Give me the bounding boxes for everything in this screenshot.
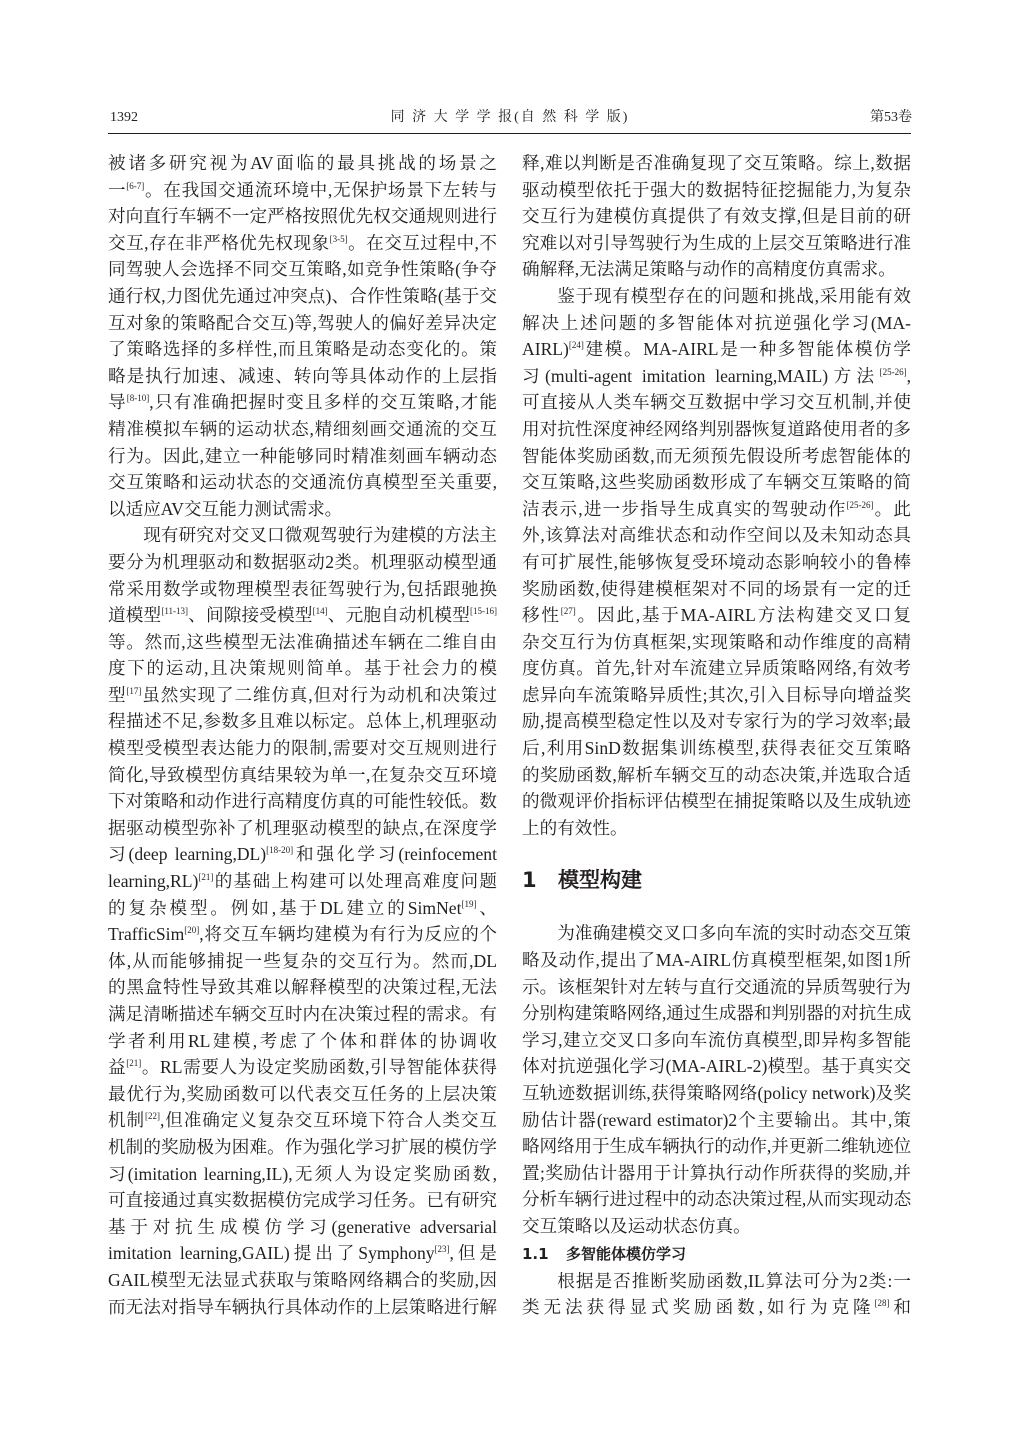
text-line: AIRL)[24]建模。MA-AIRL是一种多智能体模仿学 <box>522 339 911 360</box>
text-line: 略及动作,提出了MA-AIRL仿真模型框架,如图1所 <box>522 950 911 971</box>
text-line: 示。该框架针对左转与直行交通流的异质驾驶行为 <box>522 976 911 997</box>
text-line: 行为。因此,建立一种能够同时精准刻画车辆动态 <box>108 445 497 466</box>
text-line: 习(deep learning,DL)[18-20]和强化学习(reinfocement <box>108 844 497 865</box>
text-line: imitation learning,GAIL)提出了Symphony[23],但是 <box>108 1243 497 1264</box>
citation-ref: [23] <box>434 1244 450 1255</box>
citation-ref: [6-7] <box>126 180 145 191</box>
text-line: 交互策略以及运动状态仿真。 <box>522 1215 751 1236</box>
text-line: 据驱动模型弥补了机理驱动模型的缺点,在深度学 <box>108 817 497 838</box>
text-line: 奖励函数,使得建模框架对不同的场景有一定的迁 <box>522 578 911 599</box>
text-line: 交互策略和运动状态的交通流仿真模型至关重要, <box>108 472 497 493</box>
text-line: 机制[22],但准确定义复杂交互环境下符合人类交互 <box>108 1110 497 1131</box>
text-line: 励估计器(reward estimator)2个主要输出。其中,策 <box>522 1109 911 1130</box>
paragraph <box>108 522 497 1320</box>
right-column <box>522 150 911 1321</box>
citation-ref: [25-26] <box>846 499 874 510</box>
text-line: 对向直行车辆不一定严格按照优先权交通规则进行 <box>108 206 497 227</box>
citation-ref: [20] <box>184 925 200 936</box>
text-line: 洁表示,进一步指导生成真实的驾驶动作[25-26]。此 <box>522 498 911 519</box>
text-line: 模型受模型表达能力的限制,需要对交互规则进行 <box>108 738 497 759</box>
text-line: 等。然而,这些模型无法准确描述车辆在二维自由 <box>108 631 497 652</box>
text-line: 移性[27]。因此,基于MA-AIRL方法构建交叉口复 <box>522 605 911 626</box>
text-line: 简化,导致模型仿真结果较为单一,在复杂交互环境 <box>108 764 497 785</box>
text-line: 基于对抗生成模仿学习(generative adversarial <box>108 1216 497 1237</box>
citation-ref: [24] <box>568 340 584 351</box>
text-line: 体,从而能够捕捉一些复杂的交互行为。然而,DL <box>108 950 497 971</box>
text-line: 一[6-7]。在我国交通流环境中,无保护场景下左转与 <box>108 179 497 200</box>
text-line: 同驾驶人会选择不同交互策略,如竞争性策略(争夺 <box>108 259 497 280</box>
section-number: 1.1 <box>522 1244 549 1263</box>
text-line: 智能体奖励函数,而无须预先假设所考虑智能体的 <box>522 445 911 466</box>
text-line: 精准模拟车辆的运动状态,精细刻画交通流的交互 <box>108 418 497 439</box>
paragraph <box>522 283 911 841</box>
paragraph <box>522 150 911 283</box>
text-line: 可直接通过真实数据模仿完成学习任务。已有研究 <box>108 1190 497 1211</box>
text-line: 互轨迹数据训练,获得策略网络(policy network)及奖 <box>522 1083 911 1103</box>
text-line: 通行权,力图优先通过冲突点)、合作性策略(基于交 <box>108 285 497 306</box>
citation-ref: [11-13] <box>161 606 188 617</box>
header-rule <box>108 133 911 134</box>
text-line: 现有研究对交叉口微观驾驶行为建模的方法主 <box>143 525 497 546</box>
text-line: 道模型[11-13]、间隙接受模型[14]、元胞自动机模型[15-16] <box>108 605 497 626</box>
text-line: 要分为机理驱动和数据驱动2类。机理驱动模型通 <box>108 551 497 572</box>
text-line: 度下的运动,且决策规则简单。基于社会力的模 <box>108 658 497 679</box>
section-number: 1 <box>522 868 537 893</box>
journal-title: 同 济 大 学 学 报(自 然 科 学 版) <box>390 110 630 125</box>
text-line: 交互行为建模仿真提供了有效支撑,但是目前的研 <box>522 206 911 227</box>
section-heading <box>522 841 911 920</box>
text-line: 常采用数学或物理模型表征驾驶行为,包括跟驰换 <box>108 578 497 599</box>
section-title: 多智能体模仿学习 <box>566 1244 687 1263</box>
text-line: 根据是否推断奖励函数,IL算法可分为2类:一 <box>557 1270 911 1291</box>
citation-ref: [21] <box>126 1058 142 1069</box>
citation-ref: [28] <box>874 1298 890 1309</box>
text-line: 习(multi-agent imitation learning,MAIL)方法[25-26], <box>522 365 911 386</box>
text-line: 习(imitation learning,IL),无须人为设定奖励函数, <box>108 1163 497 1184</box>
paragraph <box>522 920 911 1239</box>
text-line: 机制的奖励极为困难。作为强化学习扩展的模仿学 <box>108 1136 497 1157</box>
text-line: 交互,存在非严格优先权现象[3-5]。在交互过程中,不 <box>108 232 497 253</box>
section-title: 模型构建 <box>558 868 642 893</box>
text-line: 型[17]虽然实现了二维仿真,但对行为动机和决策过 <box>108 684 497 705</box>
citation-ref: [27] <box>560 606 576 617</box>
text-line: TrafficSim[20],将交互车辆均建模为有行为反应的个 <box>108 924 497 945</box>
text-line: 被诸多研究视为AV面临的最具挑战的场景之 <box>108 153 497 173</box>
text-line: 分别构建策略网络,通过生成器和判别器的对抗生成 <box>522 1003 911 1024</box>
paragraph <box>522 1268 911 1321</box>
text-line: 程描述不足,参数多且难以标定。总体上,机理驱动 <box>108 711 497 732</box>
citation-ref: [15-16] <box>469 606 497 617</box>
text-line: 略是执行加速、减速、转向等具体动作的上层指 <box>108 365 497 386</box>
text-line: 的复杂模型。例如,基于DL建立的SimNet[19]、 <box>108 897 497 918</box>
text-line: 了策略选择的多样性,而且策略是动态变化的。策 <box>108 339 497 360</box>
citation-ref: [8-10] <box>126 393 150 404</box>
citation-ref: [17] <box>126 685 142 696</box>
left-column <box>108 150 497 1320</box>
text-line: 度仿真。首先,针对车流建立异质策略网络,有效考 <box>522 658 911 679</box>
text-line: 后,利用SinD数据集训练模型,获得表征交互策略 <box>522 738 911 759</box>
text-line: 学者利用RL建模,考虑了个体和群体的协调收 <box>108 1030 497 1051</box>
text-line: 鉴于现有模型存在的问题和挑战,采用能有效 <box>557 285 911 306</box>
text-line: 为准确建模交叉口多向车流的实时动态交互策 <box>557 923 911 944</box>
page-number: 1392 <box>110 110 138 125</box>
text-line: 用对抗性深度神经网络判别器恢复道路使用者的多 <box>522 418 911 439</box>
paragraph <box>108 150 497 522</box>
text-line: 益[21]。RL需要人为设定奖励函数,引导智能体获得 <box>108 1057 497 1078</box>
citation-ref: [3-5] <box>329 233 348 244</box>
citation-ref: [21] <box>198 872 214 883</box>
text-line: 满足清晰描述车辆交互时内在决策过程的需求。有 <box>108 1004 497 1024</box>
text-line: 解决上述问题的多智能体对抗逆强化学习(MA- <box>522 312 911 333</box>
citation-ref: [25-26] <box>879 366 907 377</box>
text-line: 互对象的策略配合交互)等,驾驶人的偏好差异决定 <box>108 312 497 333</box>
text-line: 励,提高模型稳定性以及对专家行为的学习效率;最 <box>522 711 911 732</box>
text-line: 最优行为,奖励函数可以代表交互任务的上层决策 <box>108 1083 497 1104</box>
citation-ref: [14] <box>312 606 328 617</box>
text-line: 的黑盒特性导致其难以解释模型的决策过程,无法 <box>108 977 497 998</box>
text-line: GAIL模型无法显式获取与策略网络耦合的奖励,因 <box>108 1269 497 1290</box>
text-line: learning,RL)[21]的基础上构建可以处理高难度问题 <box>108 871 497 892</box>
text-line: 导[8-10],只有准确把握时变且多样的交互策略,才能 <box>108 392 497 413</box>
text-line: 的奖励函数,解析车辆交互的动态决策,并选取合适 <box>522 764 911 785</box>
subsection-heading <box>522 1240 911 1268</box>
text-line: 杂交互行为仿真框架,实现策略和动作维度的高精 <box>522 631 911 652</box>
text-line: 有可扩展性,能够恢复受环境动态影响较小的鲁棒 <box>522 551 911 572</box>
text-line: 究难以对引导驾驶行为生成的上层交互策略进行准 <box>522 232 911 253</box>
citation-ref: [19] <box>461 898 477 909</box>
text-line: 驱动模型依托于强大的数据特征挖掘能力,为复杂 <box>522 179 911 200</box>
text-line: 置;奖励估计器用于计算执行动作所获得的奖励,并 <box>522 1162 911 1183</box>
text-line: 类无法获得显式奖励函数,如行为克隆[28]和 <box>522 1297 911 1318</box>
text-line: 上的有效性。 <box>522 817 628 838</box>
text-line: 下对策略和动作进行高精度仿真的可能性较低。数 <box>108 791 497 812</box>
text-line: 的微观评价指标评估模型在捕捉策略以及生成轨迹 <box>522 791 911 812</box>
text-line: 以适应AV交互能力测试需求。 <box>108 498 343 519</box>
citation-ref: [18-20] <box>266 845 294 856</box>
text-line: 体对抗逆强化学习(MA-AIRL-2)模型。基于真实交 <box>522 1056 911 1077</box>
text-line: 确解释,无法满足策略与动作的高精度仿真需求。 <box>522 259 896 280</box>
volume-label: 第53卷 <box>870 110 912 125</box>
text-line: 外,该算法对高维状态和动作空间以及未知动态具 <box>522 525 911 546</box>
text-line: 而无法对指导车辆执行具体动作的上层策略进行解 <box>108 1296 497 1317</box>
text-line: 虑异向车流策略异质性;其次,引入目标导向增益奖 <box>522 684 911 705</box>
text-line: 交互策略,这些奖励函数形成了车辆交互策略的简 <box>522 472 911 493</box>
text-line: 学习,建立交叉口多向车流仿真模型,即异构多智能 <box>522 1029 911 1050</box>
text-line: 略网络用于生成车辆执行的动作,并更新二维轨迹位 <box>522 1136 911 1157</box>
text-line: 释,难以判断是否准确复现了交互策略。综上,数据 <box>522 153 911 173</box>
text-line: 分析车辆行进过程中的动态决策过程,从而实现动态 <box>522 1189 911 1210</box>
citation-ref: [22] <box>144 1111 160 1122</box>
text-line: 可直接从人类车辆交互数据中学习交互机制,并使 <box>522 392 911 413</box>
